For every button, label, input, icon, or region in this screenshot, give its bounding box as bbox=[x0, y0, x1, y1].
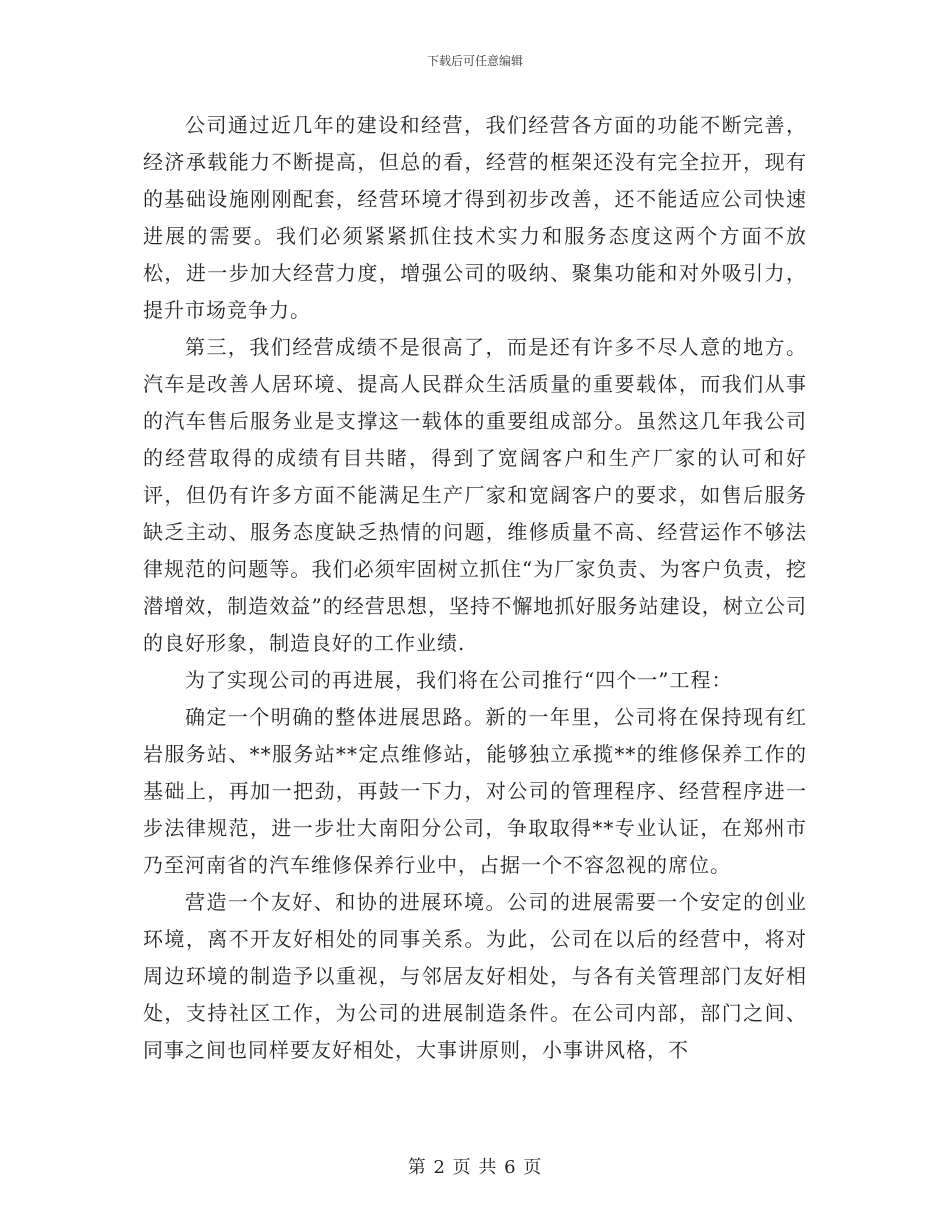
paragraph-4: 确定一个明确的整体进展思路。新的一年里，公司将在保持现有红岩服务站、**服务站**定点维修站，能够独立承揽**的维修保养工作的基础上，再加一把劲，再鼓一下力，对公司的管理程序、经营程序进一步法律规范，进一步壮大南阳分公司，争取取得**专业认证，在郑州市乃至河南省的汽车维修保养行业中，占据一个不容忽视的席位。 bbox=[143, 705, 807, 877]
page-header: 下载后可任意编辑 bbox=[426, 54, 523, 68]
page-number-footer: 第 2 页 共 6 页 bbox=[407, 1157, 543, 1178]
paragraph-1: 公司通过近几年的建设和经营，我们经营各方面的功能不断完善，经济承载能力不断提高，但总的看，经营的框架还没有完全拉开，现有的基础设施刚刚配套，经营环境才得到初步改善，还不能适应公司快速进展的需要。我们必须紧紧抓住技术实力和服务态度这两个方面不放松，进一步加大经营力度，增强公司的吸纳、聚集功能和对外吸引力，提升市场竞争力。 bbox=[143, 113, 807, 322]
document-body bbox=[143, 107, 807, 1069]
paragraph-2: 第三，我们经营成绩不是很高了，而是还有许多不尽人意的地方。汽车是改善人居环境、提高人民群众生活质量的重要载体，而我们从事的汽车售后服务业是支撑这一载体的重要组成部分。虽然这几年我公司的经营取得的成绩有目共睹，得到了宽阔客户和生产厂家的认可和好评，但仍有许多方面不能满足生产厂家和宽阔客户的要求，如售后服务缺乏主动、服务态度缺乏热情的问题，维修质量不高、经营运作不够法律规范的问题等。我们必须牢固树立抓住“为厂家负责、为客户负责，挖潜增效，制造效益”的经营思想，坚持不懈地抓好服务站建设，树立公司的良好形象，制造良好的工作业绩. bbox=[143, 335, 807, 655]
paragraph-3: 为了实现公司的再进展，我们将在公司推行“四个一”工程： bbox=[185, 668, 733, 692]
paragraph-5: 营造一个友好、和协的进展环境。公司的进展需要一个安定的创业环境，离不开友好相处的同事关系。为此，公司在以后的经营中，将对周边环境的制造予以重视，与邻居友好相处，与各有关管理部门友好相处，支持社区工作，为公司的进展制造条件。在公司内部，部门之间、同事之间也同样要友好相处，大事讲原则，小事讲风格，不 bbox=[143, 890, 807, 1062]
